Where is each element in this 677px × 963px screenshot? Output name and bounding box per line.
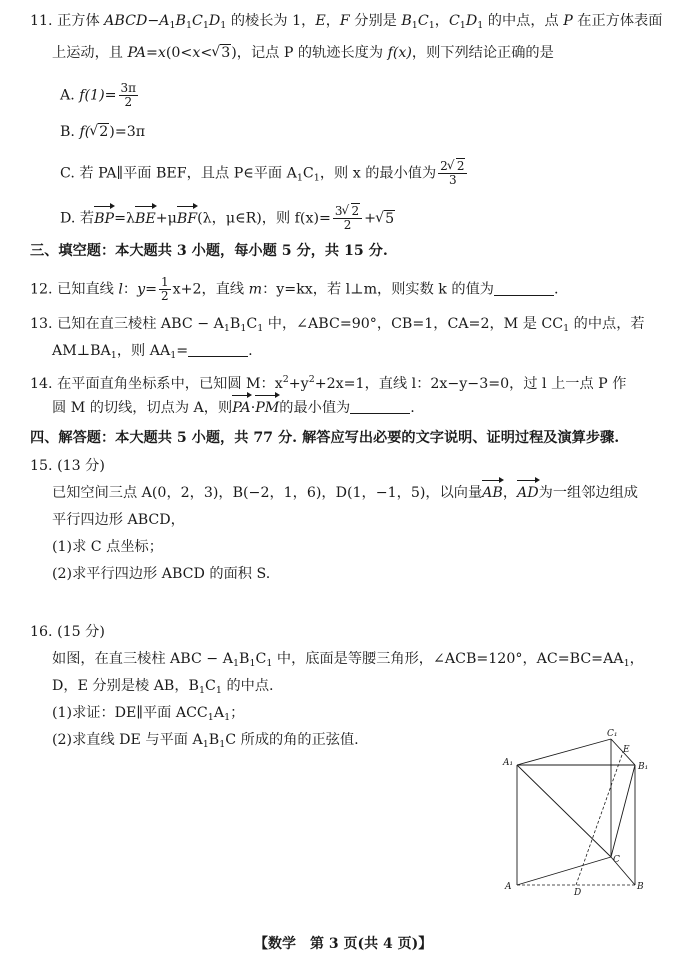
- page-footer: 【数学 第 3 页(共 4 页)】: [254, 936, 433, 952]
- prism-figure: [495, 725, 665, 897]
- label-c: C: [613, 855, 620, 865]
- label-a1: A₁: [503, 758, 514, 768]
- label-c1: C₁: [607, 729, 618, 739]
- q11-option-d: D. 若BP=λBE+μBF(λ，μ∈R)，则 f(x)= $\frac{3√ 2}{2}$ +√ 5: [60, 205, 395, 232]
- answer-blank[interactable]: [350, 399, 410, 414]
- section-3-heading: 三、填空题：本大题共 3 小题，每小题 5 分，共 15 分.: [30, 243, 388, 259]
- label-e: E: [623, 745, 630, 755]
- q16-part1: (1)求证：DE∥平面 $ACC_1A_1$；: [52, 705, 245, 723]
- q11-option-a: A. f(1)= $\frac{3\pi}{2}$: [60, 81, 137, 109]
- fraction: $\frac{1}{2}$: [161, 275, 169, 303]
- q11-line2: 上运动，且 PA=x(0<x<√ 3)，记点 P 的轨迹长度为 f(x)，则下列结论正确的是: [52, 43, 554, 63]
- q14-line2: 圆 M 的切线，切点为 A，则PA·PM的最小值为 .: [52, 400, 415, 416]
- fraction: $\frac{2√ 2}{3}$: [438, 160, 467, 187]
- q15-part2: (2)求平行四边形 ABCD 的面积 S.: [52, 566, 271, 582]
- line-a1c: [517, 765, 611, 857]
- line-b1c: [611, 765, 635, 857]
- q15-line1: 已知空间三点 A(0，2，3)，B(−2，1，6)，D(1，−1，5)，以向量AB，AD为一组邻边组成: [52, 485, 638, 501]
- q15-line2: 平行四边形 ABCD，: [52, 512, 185, 528]
- q11-option-b: B. f(√ 2)=3π: [60, 122, 145, 142]
- q15-part1: (1)求 C 点坐标；: [52, 539, 163, 555]
- q14-line1: 14. 在平面直角坐标系中，已知圆 M：$x^2+y^2+2x=1$，直线 l：2x−y−3=0，过 l 上一点 P 作: [30, 374, 627, 392]
- q11-option-c: C. 若 PA∥平面 BEF，且点 P∈平面 $A_1C_1$，则 x 的最小值为 $\frac{2√ 2}{3}$: [60, 160, 469, 189]
- fraction: $\frac{3\pi}{2}$: [120, 81, 137, 109]
- answer-blank[interactable]: [188, 342, 248, 357]
- q11-line1: 11. 正方体 $ABCD-A_1B_1C_1D_1$ 的棱长为 1，E，F 分别是 $B_1C_1$，$C_1D_1$ 的中点，点 P 在正方体表面: [30, 13, 663, 31]
- fraction: $\frac{3√ 2}{2}$: [333, 205, 362, 232]
- label-b1: B₁: [638, 762, 649, 772]
- edge-a1c1: [517, 739, 611, 765]
- label-b: B: [637, 882, 644, 892]
- q16-line2: D，E 分别是棱 AB，$B_1C_1$ 的中点.: [52, 678, 274, 696]
- sqrt-3: √ 3: [212, 43, 231, 63]
- line-de: [576, 752, 623, 885]
- q15-head: 15. (13 分): [30, 458, 105, 474]
- edge-ac: [517, 857, 611, 885]
- q16-line1: 如图，在直三棱柱 ABC − $A_1B_1C_1$ 中，底面是等腰三角形，∠ACB=120°，$AC=BC=AA_1$，: [52, 651, 644, 669]
- q12: 12. 已知直线 l：y= $\frac{1}{2}$ x+2，直线 m：y=kx，若 l⊥m，则实数 k 的值为 .: [30, 275, 559, 303]
- answer-blank[interactable]: [494, 281, 554, 296]
- q11-number: 11.: [30, 13, 53, 29]
- label-a: A: [505, 882, 512, 892]
- label-d: D: [574, 888, 582, 897]
- q16-part2: (2)求直线 DE 与平面 $A_1B_1C$ 所成的角的正弦值.: [52, 732, 359, 750]
- q13-line2: $AM\perp BA_1$，则 $AA_1=$ .: [52, 343, 253, 361]
- section-4-heading: 四、解答题：本大题共 5 小题，共 77 分. 解答应写出必要的文字说明、证明过程及演算步骤.: [30, 430, 620, 446]
- q13-line1: 13. 已知在直三棱柱 ABC − $A_1B_1C_1$ 中，∠ABC=90°，CB=1，CA=2，M 是 $CC_1$ 的中点，若: [30, 316, 645, 334]
- q16-head: 16. (15 分): [30, 624, 105, 640]
